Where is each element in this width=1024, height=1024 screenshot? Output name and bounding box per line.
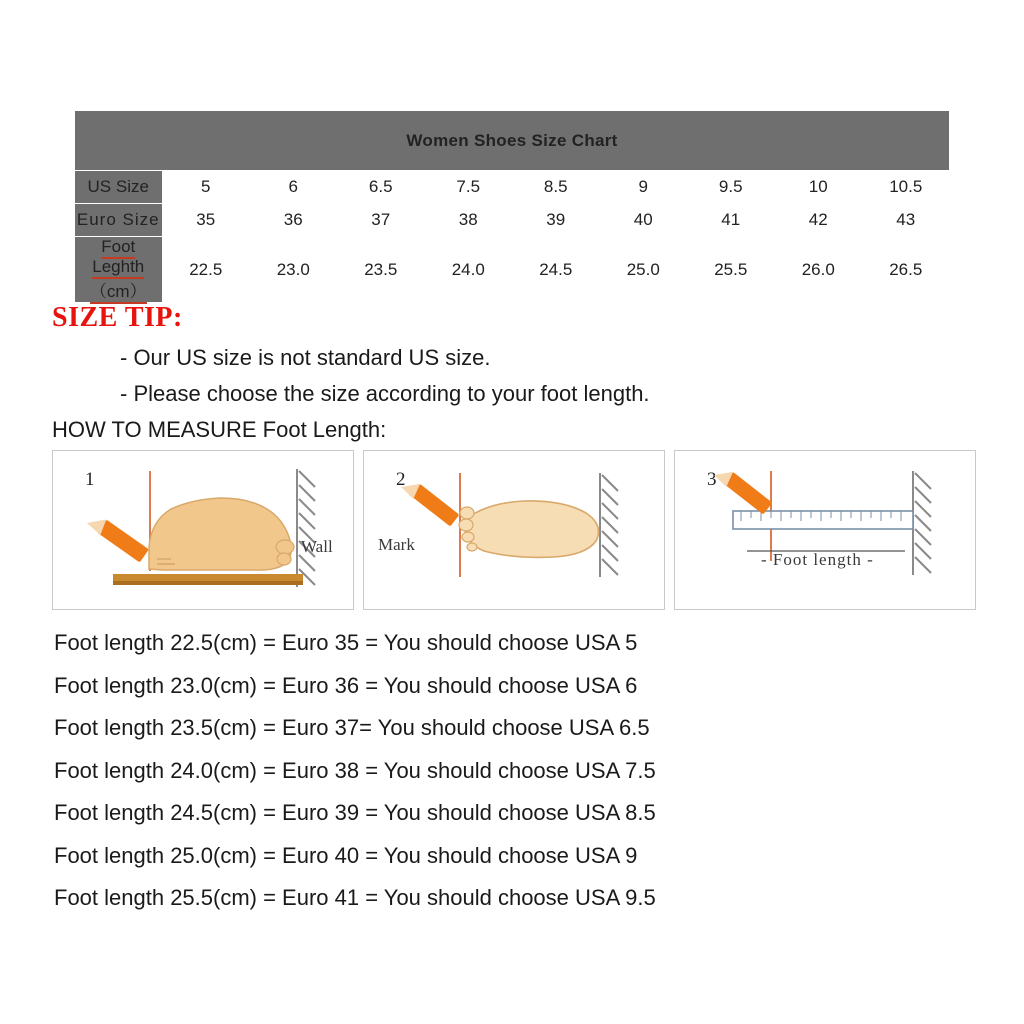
table-cell: 22.5	[162, 237, 250, 303]
size-chart-table-wrapper	[74, 110, 950, 303]
pencil-icon	[713, 464, 772, 515]
table-cell: 25.5	[687, 237, 775, 303]
measure-panel-1	[52, 450, 354, 610]
foot-top-view-illustration	[364, 451, 665, 610]
foot-against-wall-illustration	[53, 451, 354, 610]
measure-panel-3	[674, 450, 976, 610]
table-row	[75, 237, 950, 303]
pencil-icon	[400, 476, 459, 527]
list-item: Foot length 24.0(cm) = Euro 38 = You should choose USA 7.5	[54, 757, 656, 783]
measure-illustration-panels	[52, 450, 976, 610]
how-to-measure-heading: HOW TO MEASURE Foot Length:	[52, 417, 387, 442]
table-cell: 43	[862, 204, 950, 237]
table-row	[75, 171, 950, 204]
row-label-euro-size: Euro Size	[75, 204, 163, 237]
panel-number: 2	[396, 469, 406, 490]
table-cell: 6.5	[337, 171, 425, 204]
table-cell: 24.5	[512, 237, 600, 303]
size-tip-line-2: - Please choose the size according to your foot length.	[120, 381, 650, 406]
list-item: Foot length 23.0(cm) = Euro 36 = You should choose USA 6	[54, 672, 638, 698]
size-tip-heading: SIZE TIP:	[52, 302, 183, 333]
table-row	[75, 204, 950, 237]
table-cell: 23.0	[250, 237, 338, 303]
ruler-measure-illustration	[675, 451, 976, 610]
table-cell: 23.5	[337, 237, 425, 303]
table-cell: 26.5	[862, 237, 950, 303]
table-cell: 35	[162, 204, 250, 237]
table-cell: 10	[775, 171, 863, 204]
list-item: Foot length 25.0(cm) = Euro 40 = You should choose USA 9	[54, 842, 638, 868]
table-cell: 9.5	[687, 171, 775, 204]
row-label-foot-length-text: Foot Leghth（cm）	[90, 237, 147, 304]
table-cell: 37	[337, 204, 425, 237]
table-cell: 9	[600, 171, 688, 204]
table-cell: 24.0	[425, 237, 513, 303]
table-cell: 25.0	[600, 237, 688, 303]
panel-number: 1	[85, 469, 95, 490]
table-cell: 10.5	[862, 171, 950, 204]
list-item: Foot length 23.5(cm) = Euro 37= You should choose USA 6.5	[54, 715, 650, 740]
table-cell: 7.5	[425, 171, 513, 204]
panel-3-label: - Foot length -	[761, 550, 874, 569]
list-item: Foot length 22.5(cm) = Euro 35 = You should choose USA 5	[54, 630, 638, 655]
size-chart-table	[74, 110, 950, 303]
table-cell: 42	[775, 204, 863, 237]
table-cell: 41	[687, 204, 775, 237]
list-item: Foot length 25.5(cm) = Euro 41 = You should choose USA 9.5	[54, 885, 656, 910]
panel-1-label: Wall	[301, 537, 333, 556]
chart-title: Women Shoes Size Chart	[75, 111, 950, 171]
pencil-icon	[86, 512, 149, 563]
table-cell: 39	[512, 204, 600, 237]
table-cell: 5	[162, 171, 250, 204]
table-cell: 8.5	[512, 171, 600, 204]
table-cell: 38	[425, 204, 513, 237]
row-label-foot-length	[75, 237, 163, 303]
size-tip-line-1: - Our US size is not standard US size.	[120, 345, 491, 370]
table-cell: 40	[600, 204, 688, 237]
panel-2-label: Mark	[378, 535, 415, 554]
measure-panel-2	[363, 450, 665, 610]
table-cell: 6	[250, 171, 338, 204]
panel-number: 3	[707, 469, 717, 490]
list-item: Foot length 24.5(cm) = Euro 39 = You should choose USA 8.5	[54, 800, 656, 825]
table-cell: 36	[250, 204, 338, 237]
row-label-us-size: US Size	[75, 171, 163, 204]
table-cell: 26.0	[775, 237, 863, 303]
table-title-row	[75, 111, 950, 171]
conversion-list	[54, 622, 974, 920]
